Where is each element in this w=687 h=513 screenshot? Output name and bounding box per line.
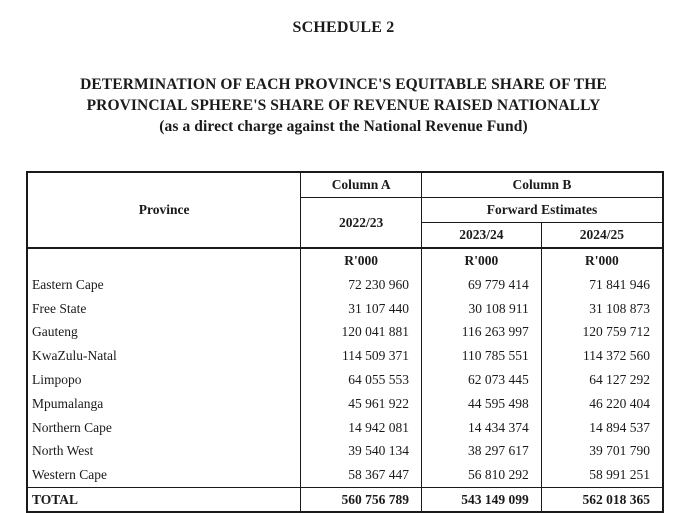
value-2023-24: 56 810 292 bbox=[422, 463, 542, 487]
schedule-title: SCHEDULE 2 bbox=[292, 19, 395, 36]
province-name: Limpopo bbox=[32, 372, 82, 388]
value-2024-25: 71 841 946 bbox=[541, 273, 663, 297]
province-name: Eastern Cape bbox=[32, 276, 104, 292]
year-b1-header: 2023/24 bbox=[422, 223, 542, 249]
total-label: TOTAL bbox=[27, 488, 301, 513]
province-name: Mpumalanga bbox=[32, 395, 104, 411]
column-b-header: Column B bbox=[422, 172, 663, 198]
province-column-header: Province bbox=[27, 172, 301, 248]
equitable-share-table bbox=[26, 171, 664, 513]
total-2024-25: 562 018 365 bbox=[541, 488, 663, 513]
unit-label-a: R'000 bbox=[301, 248, 422, 273]
value-2024-25: 114 372 560 bbox=[541, 344, 663, 368]
year-b2-header: 2024/25 bbox=[541, 223, 663, 249]
value-2022-23: 114 509 371 bbox=[301, 344, 422, 368]
value-2024-25: 58 991 251 bbox=[541, 463, 663, 487]
value-2023-24: 116 263 997 bbox=[422, 321, 542, 345]
value-2022-23: 31 107 440 bbox=[301, 297, 422, 321]
province-name: Western Cape bbox=[32, 467, 108, 483]
value-2022-23: 39 540 134 bbox=[301, 440, 422, 464]
table-row bbox=[27, 321, 663, 345]
document-heading bbox=[0, 74, 687, 137]
value-2023-24: 62 073 445 bbox=[422, 368, 542, 392]
value-2024-25: 31 108 873 bbox=[541, 297, 663, 321]
value-2024-25: 46 220 404 bbox=[541, 392, 663, 416]
column-a-header: Column A bbox=[301, 172, 422, 198]
heading-line-1: DETERMINATION OF EACH PROVINCE'S EQUITABLE SHARE OF THE bbox=[80, 76, 607, 93]
value-2023-24: 38 297 617 bbox=[422, 440, 542, 464]
total-2022-23: 560 756 789 bbox=[301, 488, 422, 513]
value-2024-25: 14 894 537 bbox=[541, 416, 663, 440]
year-a-header: 2022/23 bbox=[301, 198, 422, 249]
unit-spacer-cell bbox=[27, 248, 301, 273]
value-2022-23: 14 942 081 bbox=[301, 416, 422, 440]
unit-label-b1: R'000 bbox=[422, 248, 542, 273]
value-2023-24: 110 785 551 bbox=[422, 344, 542, 368]
heading-line-2: PROVINCIAL SPHERE'S SHARE OF REVENUE RAISED NATIONALLY bbox=[86, 97, 601, 114]
province-name: Gauteng bbox=[32, 324, 78, 340]
province-name: Northern Cape bbox=[32, 419, 112, 435]
value-2024-25: 120 759 712 bbox=[541, 321, 663, 345]
unit-label-b2: R'000 bbox=[541, 248, 663, 273]
table-row bbox=[27, 416, 663, 440]
value-2022-23: 120 041 881 bbox=[301, 321, 422, 345]
value-2022-23: 58 367 447 bbox=[301, 463, 422, 487]
total-row bbox=[27, 488, 663, 513]
value-2022-23: 72 230 960 bbox=[301, 273, 422, 297]
table-row bbox=[27, 392, 663, 416]
province-name: KwaZulu-Natal bbox=[32, 348, 117, 364]
value-2023-24: 30 108 911 bbox=[422, 297, 542, 321]
value-2024-25: 64 127 292 bbox=[541, 368, 663, 392]
heading-line-3: (as a direct charge against the National Revenue Fund) bbox=[159, 118, 528, 135]
table-row bbox=[27, 463, 663, 487]
table-row bbox=[27, 440, 663, 464]
total-2023-24: 543 149 099 bbox=[422, 488, 542, 513]
province-name: North West bbox=[32, 443, 94, 459]
province-name: Free State bbox=[32, 300, 87, 316]
value-2022-23: 45 961 922 bbox=[301, 392, 422, 416]
table-row bbox=[27, 344, 663, 368]
forward-estimates-header: Forward Estimates bbox=[422, 198, 663, 223]
table-row bbox=[27, 297, 663, 321]
table-row bbox=[27, 368, 663, 392]
value-2023-24: 44 595 498 bbox=[422, 392, 542, 416]
value-2024-25: 39 701 790 bbox=[541, 440, 663, 464]
table-row bbox=[27, 273, 663, 297]
value-2022-23: 64 055 553 bbox=[301, 368, 422, 392]
value-2023-24: 69 779 414 bbox=[422, 273, 542, 297]
value-2023-24: 14 434 374 bbox=[422, 416, 542, 440]
